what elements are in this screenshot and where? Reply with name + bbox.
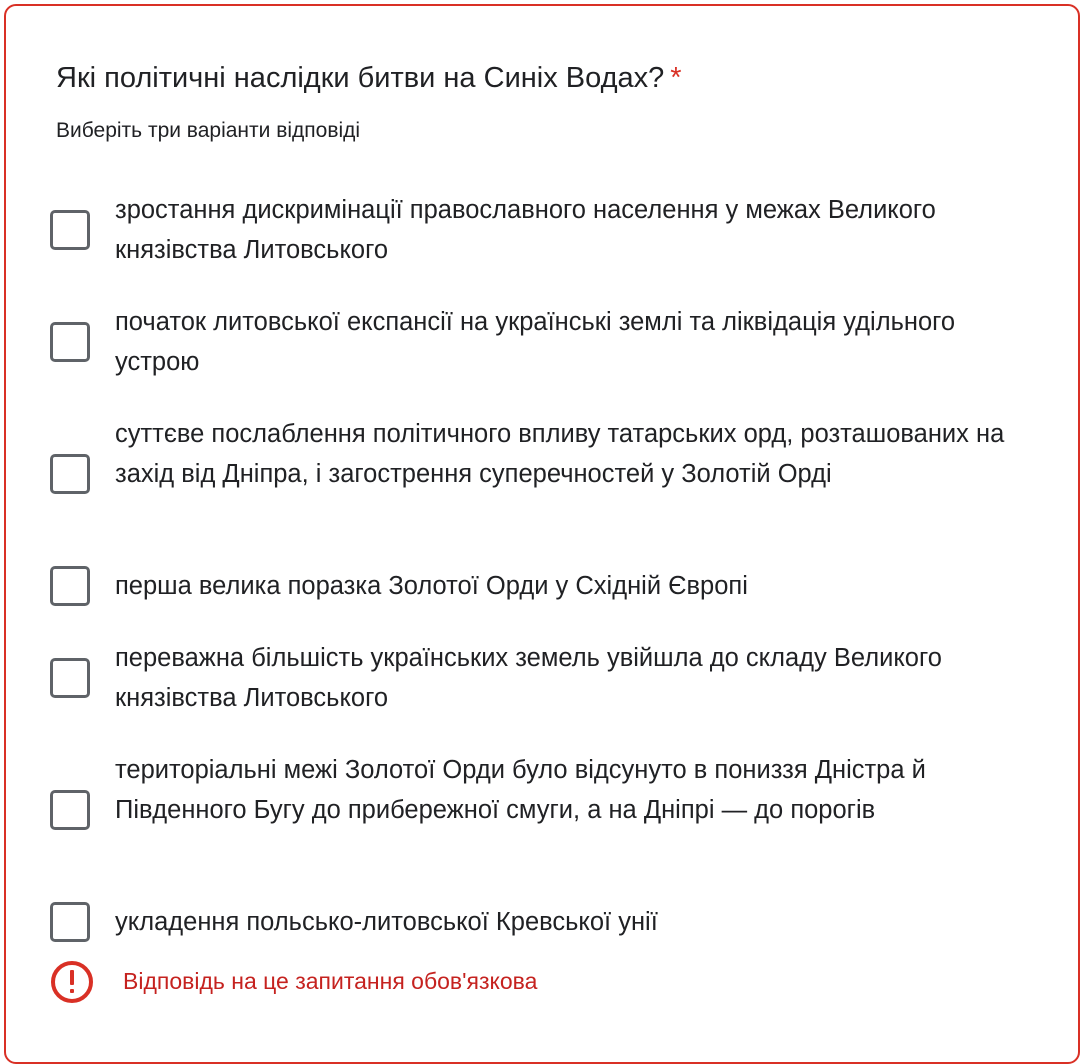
option-7[interactable] (50, 902, 1040, 942)
option-label: початок литовської експансії на українські землі та ліквідація удільного устрою (115, 308, 956, 376)
checkbox[interactable] (50, 658, 90, 698)
option-4[interactable] (50, 566, 1040, 606)
option-label: переважна більшість українських земель увійшла до складу Великого князівства Литовського (115, 644, 942, 712)
option-label: перша велика поразка Золотої Орди у Східній Європі (115, 572, 748, 600)
question-hint: Виберіть три варіанти відповіді (56, 119, 361, 142)
required-asterisk: * (670, 62, 682, 94)
checkbox[interactable] (50, 322, 90, 362)
option-1[interactable] (50, 190, 1040, 270)
checkbox[interactable] (50, 566, 90, 606)
option-label: зростання дискримінації православного населення у межах Великого князівства Литовського (115, 196, 936, 264)
error-icon (50, 960, 94, 1004)
option-2[interactable] (50, 302, 1040, 382)
option-3[interactable] (50, 414, 1040, 534)
error-message: Відповідь на це запитання обов'язкова (123, 968, 538, 994)
validation-error (50, 958, 750, 1004)
checkbox[interactable] (50, 790, 90, 830)
option-label: територіальні межі Золотої Орди було відсунуто в пониззя Дністра й Південного Бугу до прибережної смуги, а на Дніпрі — до порогів (115, 756, 926, 824)
option-label: укладення польсько-литовської Кревської унії (115, 908, 658, 936)
option-5[interactable] (50, 638, 1040, 718)
option-label: суттєве послаблення політичного впливу татарських орд, розташованих на захід від Дніпра, і загострення суперечностей у Золотій Орді (115, 420, 1005, 488)
option-6[interactable] (50, 750, 1040, 870)
question-title (56, 58, 682, 98)
question-title-text: Які політичні наслідки битви на Синіх Водах? (56, 62, 665, 94)
checkbox[interactable] (50, 454, 90, 494)
checkbox[interactable] (50, 902, 90, 942)
checkbox[interactable] (50, 210, 90, 250)
